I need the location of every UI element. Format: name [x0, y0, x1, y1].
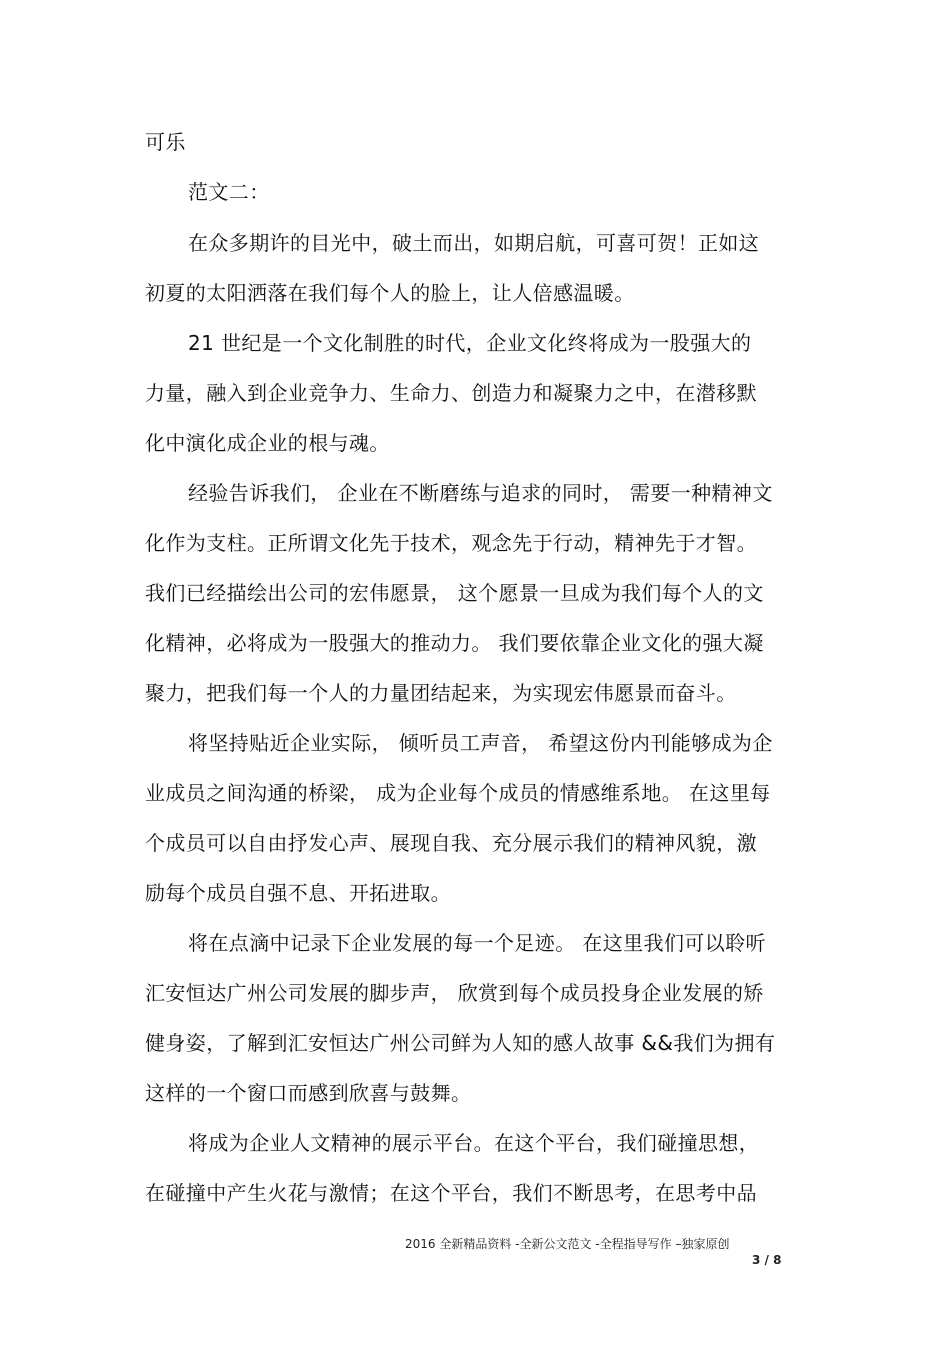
text-line: 励每个成员自强不息、开拓进取。 [145, 881, 451, 905]
text-line: 我们已经描绘出公司的宏伟愿景， 这个愿景一旦成为我们每个人的文 [145, 581, 764, 605]
text-line: 化中演化成企业的根与魂。 [145, 431, 390, 455]
text-line: 业成员之间沟通的桥梁， 成为企业每个成员的情感维系地。 在这里每 [145, 781, 771, 805]
text-line: 汇安恒达广州公司发展的脚步声， 欣赏到每个成员投身企业发展的矫 [145, 981, 764, 1005]
text-line: 初夏的太阳洒落在我们每个人的脸上，让人倍感温暖。 [145, 281, 635, 305]
text-line: 在碰撞中产生火花与激情；在这个平台，我们不断思考，在思考中品 [145, 1181, 757, 1205]
text-line: 聚力，把我们每一个人的力量团结起来，为实现宏伟愿景而奋斗。 [145, 681, 737, 705]
section-heading: 范文二： [188, 180, 270, 204]
text-line: 这样的一个窗口而感到欣喜与鼓舞。 [145, 1081, 472, 1105]
text-line: 可乐 [145, 130, 186, 154]
page-footer: 2016 全新精品资料 -全新公文范文 -全程指导写作 –独家原创 [405, 1237, 730, 1251]
text-line: 在众多期许的目光中，破土而出，如期启航，可喜可贺！正如这 [188, 231, 760, 255]
text-line: 21 世纪是一个文化制胜的时代，企业文化终将成为一股强大的 [188, 331, 752, 355]
text-line: 经验告诉我们， 企业在不断磨练与追求的同时， 需要一种精神文 [188, 481, 773, 505]
text-line: 个成员可以自由抒发心声、展现自我、充分展示我们的精神风貌，激 [145, 831, 757, 855]
text-line: 将成为企业人文精神的展示平台。在这个平台，我们碰撞思想， [188, 1131, 760, 1155]
text-line: 化作为支柱。正所谓文化先于技术，观念先于行动，精神先于才智。 [145, 531, 757, 555]
text-line: 力量，融入到企业竞争力、生命力、创造力和凝聚力之中，在潜移默 [145, 381, 757, 405]
text-line: 健身姿，了解到汇安恒达广州公司鲜为人知的感人故事 &&我们为拥有 [145, 1031, 776, 1055]
page-number: 3 / 8 [752, 1253, 782, 1267]
text-line: 将坚持贴近企业实际， 倾听员工声音， 希望这份内刊能够成为企 [188, 731, 773, 755]
text-line: 将在点滴中记录下企业发展的每一个足迹。 在这里我们可以聆听 [188, 931, 766, 955]
text-line: 化精神，必将成为一股强大的推动力。 我们要依靠企业文化的强大凝 [145, 631, 764, 655]
